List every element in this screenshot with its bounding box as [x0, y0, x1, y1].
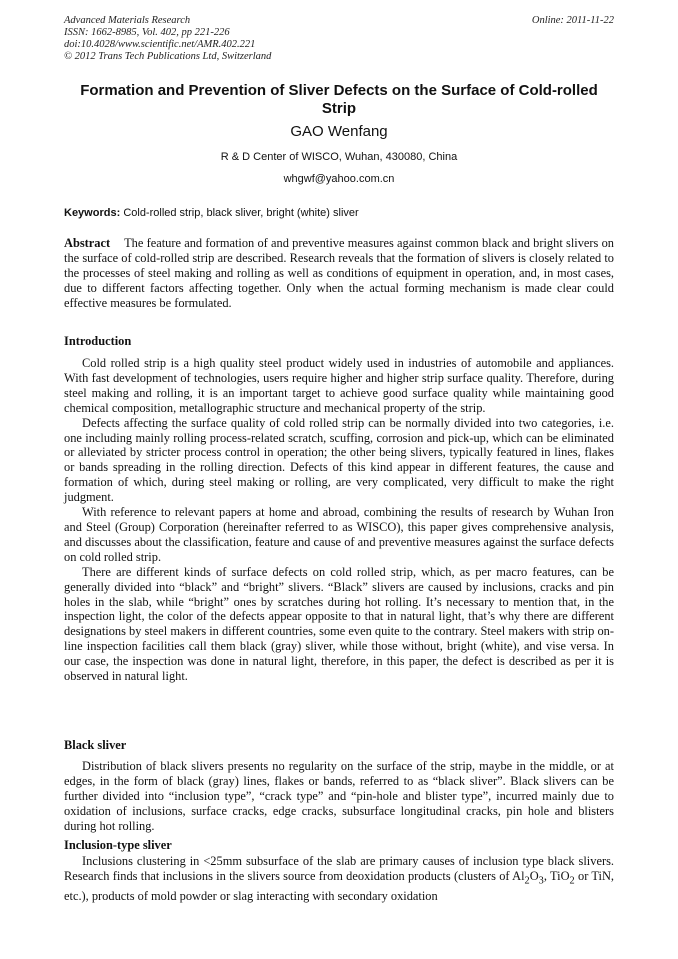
- journal-doi: doi:10.4028/www.scientific.net/AMR.402.221: [64, 39, 256, 50]
- subscript: 3: [538, 875, 544, 887]
- keywords-text: Cold-rolled strip, black sliver, bright (white) sliver: [123, 207, 359, 219]
- journal-copyright: © 2012 Trans Tech Publications Ltd, Switzerland: [64, 51, 272, 62]
- paper-title: Formation and Prevention of Sliver Defects on the Surface of Cold-rolled Strip: [80, 82, 598, 117]
- inclusion-text-c: , TiO: [543, 868, 570, 883]
- subscript: 2: [524, 875, 530, 887]
- keywords: [64, 206, 614, 220]
- abstract: [64, 236, 614, 311]
- intro-paragraph: With reference to relevant papers at home and abroad, combining the results of research by Wuhan Iron and Steel (Group) Corporation (hereinafter referred to as WISCO), this paper gives comprehensive analysis, and discusses about the classification, feature and cause of and preventive measures against the surface defects on cold rolled strip.: [64, 505, 614, 564]
- inclusion-text-d: or TiN, etc.), products of mold powder or slag interacting with secondary oxidation: [64, 868, 615, 904]
- author-email: whgwf@yahoo.com.cn: [283, 173, 395, 185]
- inclusion-sliver-paragraph: [64, 854, 614, 904]
- inclusion-sliver-body: [64, 854, 614, 904]
- abstract-text: The feature and formation of and preventive measures against common black and bright slivers on the surface of cold-rolled strip are described. Research reveals that the formation of slivers is closely related to the processes of steel making and rolling as well as conditions of equipment in operation, and, in most cases, due to different factors affecting together. Only when the actual forming mechanism is made clear could effective measures be formulated.: [64, 236, 614, 310]
- black-sliver-body: [64, 759, 614, 834]
- inclusion-text-a: Inclusions clustering in <25mm subsurface of the slab are primary causes of inclusion type black slivers. Research finds that inclusions in the slivers source from deoxidation products (clusters of Al: [64, 854, 614, 883]
- author-affiliation: R & D Center of WISCO, Wuhan, 430080, China: [220, 151, 458, 163]
- inclusion-text-b: O: [529, 868, 539, 883]
- inclusion-sliver-heading: Inclusion-type sliver: [64, 838, 172, 852]
- black-sliver-paragraph: Distribution of black slivers presents no regularity on the surface of the strip, maybe in the middle, or at edges, in the form of black (gray) lines, flakes or bands, referred to as “black sliver”. Black slivers can be further divided into “inclusion type”, “crack type” and “pin-hole and blister type”, incurred mainly due to oxidation of inclusions, surface cracks, edge cracks, subsurface longitudinal cracks, pin hole and blisters during hot rolling.: [64, 759, 614, 833]
- journal-issn: ISSN: 1662-8985, Vol. 402, pp 221-226: [64, 27, 230, 38]
- black-sliver-heading: Black sliver: [64, 738, 127, 752]
- journal-header: [64, 15, 271, 63]
- paper-author: GAO Wenfang: [290, 123, 388, 140]
- online-date: Online: 2011-11-22: [531, 15, 614, 26]
- subscript: 2: [569, 875, 575, 887]
- introduction-body: [64, 356, 614, 684]
- journal-name: Advanced Materials Research: [64, 15, 191, 26]
- intro-paragraph: Defects affecting the surface quality of cold rolled strip can be normally divided into two categories, i.e. one including mainly rolling process-related scratch, scuffing, corrosion and pick-up, which can be eliminated or alleviated by stricter process control in operation; the other being slivers, typically featured in lines, flakes or bands spreading in the rolling direction. Defects of this kind appear in different features, the cause and formation of which, during steel making or rolling, are very complicated, very difficult to make the right judgment.: [64, 415, 614, 505]
- abstract-label: Abstract: [64, 236, 111, 250]
- intro-paragraph: There are different kinds of surface defects on cold rolled strip, which, as per macro features, can be generally divided into “black” and “bright” slivers. “Black” slivers are caused by inclusions, cracks and pin holes in the slab, while “bright” ones by scratches during hot rolling. It’s necessary to mention that, in the inspection light, the color of the defects appear opposite to that in natural light, that’s why there are different designations by steel makers in different countries, some even quite to the contrary. Steel makers with strip on-line inspection facilities call them black (gray) sliver, while those without, bright (white), and vise versa. In our case, the inspection was done in natural light, therefore, in this paper, the defect is described as per it is observed in natural light.: [64, 564, 614, 684]
- intro-paragraph: Cold rolled strip is a high quality steel product widely used in industries of automobile and appliances. With fast development of technologies, users require higher and higher strip surface quality. Therefore, during steel making and rolling, it is an important target to achieve good surface quality while maintaining good chemical composition, metallographic structure and mechanical property of the strip.: [64, 356, 614, 415]
- keywords-label: Keywords:: [64, 207, 121, 219]
- introduction-heading: Introduction: [64, 334, 132, 348]
